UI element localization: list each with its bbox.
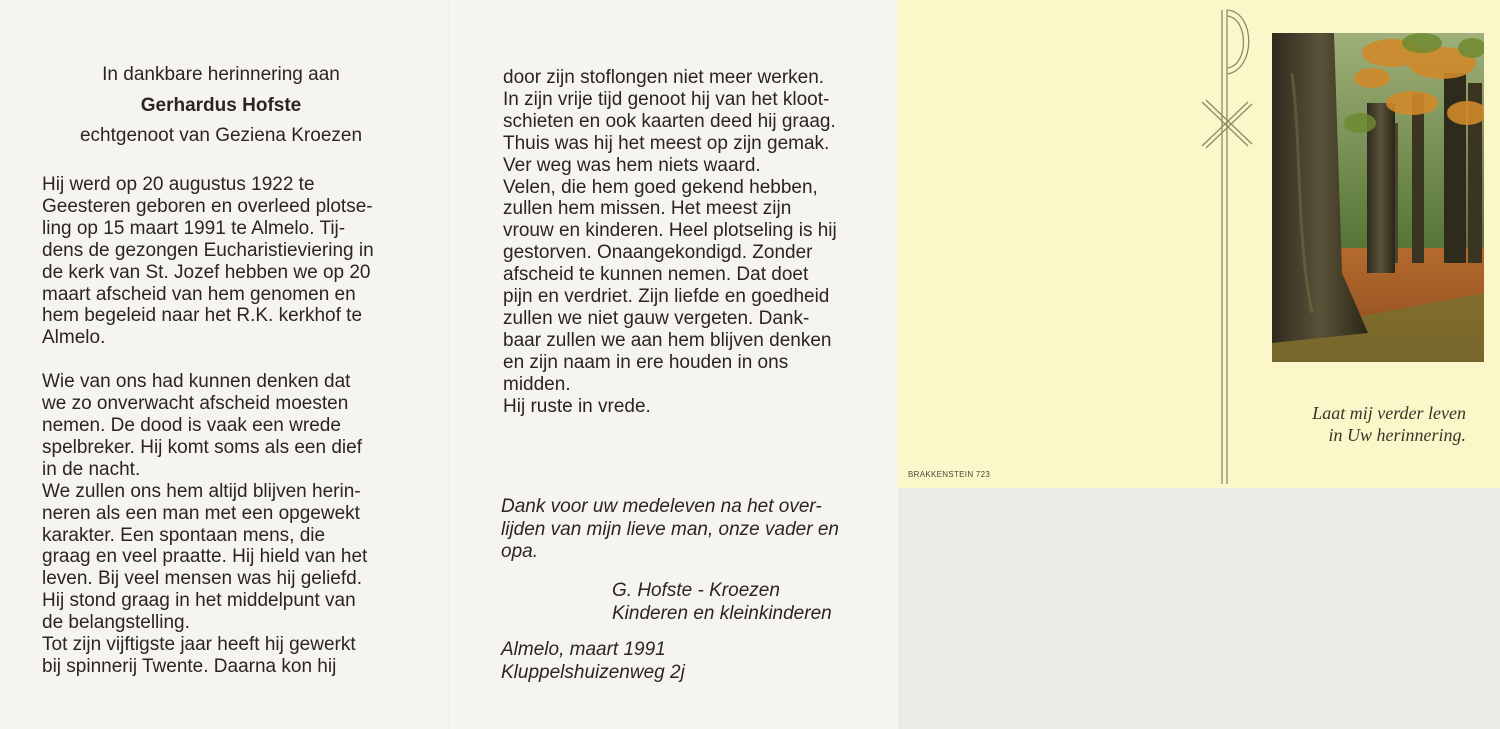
cover-quote — [1270, 403, 1466, 446]
text-line: leven. Bij veel mensen was hij geliefd. — [42, 568, 363, 590]
text-line: we zo onverwacht afscheid moesten — [42, 393, 349, 415]
text-line: Tot zijn vijftigste jaar heeft hij gewerkt — [42, 634, 356, 656]
thanks-line: lijden van mijn lieve man, onze vader en — [501, 518, 839, 540]
quote-line: in Uw herinnering. — [1328, 424, 1466, 445]
text-line: bij spinnerij Twente. Daarna kon hij — [42, 655, 337, 677]
text-line: ling op 15 maart 1991 te Almelo. Tij- — [42, 217, 346, 239]
blank-line — [42, 349, 399, 371]
text-line: nemen. De dood is vaak een wrede — [42, 414, 341, 436]
text-line: zullen we niet gauw vergeten. Dank- — [503, 307, 810, 329]
chi-rho-icon — [1194, 6, 1258, 488]
signer-line: Kinderen en kleinkinderen — [612, 602, 832, 624]
text-line: vrouw en kinderen. Heel plotseling is hij — [503, 220, 837, 242]
thanks-note — [501, 496, 861, 564]
place-and-address — [501, 639, 685, 684]
text-line: door zijn stoflongen niet meer werken. — [503, 67, 825, 88]
fold-line — [448, 0, 450, 729]
text-line: dens de gezongen Eucharistieviering in — [42, 239, 374, 261]
text-line: afscheid te kunnen nemen. Dat doet — [503, 264, 809, 286]
text-line: Velen, die hem goed gekend hebben, — [503, 176, 818, 198]
text-line: Ver weg was hem niets waard. — [503, 154, 761, 176]
text-line: schieten en ook kaarten deed hij graag. — [503, 110, 836, 132]
text-line: Hij ruste in vrede. — [503, 395, 651, 417]
signers — [612, 580, 832, 625]
text-line: Wie van ons had kunnen denken dat — [42, 371, 351, 393]
publisher-imprint: BRAKKENSTEIN 723 — [908, 470, 991, 479]
forest-photo — [1272, 33, 1484, 362]
place-date: Almelo, maart 1991 — [501, 639, 666, 660]
text-line: hem begeleid naar het R.K. kerkhof te — [42, 305, 363, 327]
text-line: We zullen ons hem altijd blijven herin- — [42, 480, 361, 502]
text-line: graag en veel praatte. Hij hield van het — [42, 546, 368, 568]
thanks-line: Dank voor uw medeleven na het over- — [501, 496, 822, 517]
text-line: maart afscheid van hem genomen en — [42, 283, 356, 305]
address: Kluppelshuizenweg 2j — [501, 661, 685, 683]
spouse-text: echtgenoot van Geziena Kroezen — [79, 125, 363, 146]
text-line: spelbreker. Hij komt soms als een dief — [42, 436, 362, 458]
text-line: In zijn vrije tijd genoot hij van het kloot- — [503, 88, 830, 110]
text-line: Almelo. — [42, 327, 106, 349]
text-line: zullen hem missen. Het meest zijn — [503, 198, 792, 220]
text-line: de kerk van St. Jozef hebben we op 20 — [42, 261, 371, 283]
deceased-name: Gerhardus Hofste — [140, 95, 302, 116]
text-line: en zijn naam in ere houden in ons — [503, 351, 789, 373]
text-line: Hij werd op 20 augustus 1922 te — [42, 174, 315, 195]
card-header — [40, 64, 402, 147]
text-line: Geesteren geboren en overleed plotse- — [42, 195, 373, 217]
text-line: Thuis was hij het meest op zijn gemak. — [503, 132, 830, 154]
intro-text: In dankbare herinnering aan — [102, 64, 340, 85]
middle-text-column — [503, 67, 860, 418]
text-line: midden. — [503, 373, 571, 395]
text-line: de belangstelling. — [42, 612, 190, 634]
text-line: gestorven. Onaangekondigd. Zonder — [503, 242, 813, 264]
text-line: neren als een man met een opgewekt — [42, 502, 360, 524]
text-line: in de nacht. — [42, 458, 141, 480]
text-line: pijn en verdriet. Zijn liefde en goedheid — [503, 286, 830, 308]
left-text-column — [42, 174, 399, 678]
text-line: baar zullen we aan hem blijven denken — [503, 329, 832, 351]
text-line: karakter. Een spontaan mens, die — [42, 524, 326, 546]
thanks-line: opa. — [501, 541, 538, 562]
text-line: Hij stond graag in het middelpunt van — [42, 590, 356, 612]
quote-line: Laat mij verder leven — [1312, 403, 1466, 423]
signer-line: G. Hofste - Kroezen — [612, 580, 780, 601]
